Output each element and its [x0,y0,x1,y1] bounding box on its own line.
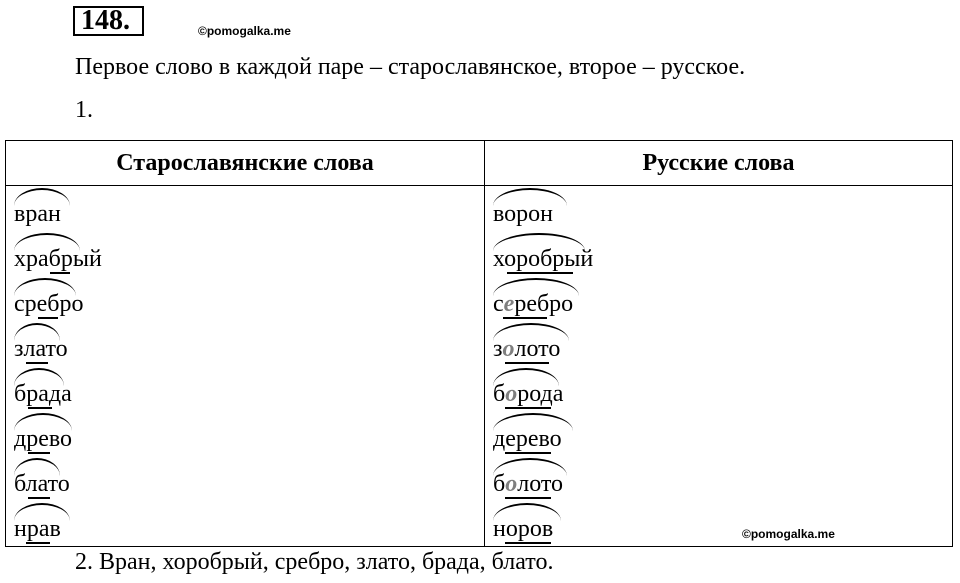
root-arc-mark [14,323,60,341]
combination-underline [505,362,549,364]
old-word-5 [6,366,484,411]
table-header-row [6,141,953,186]
combination-underline [28,497,50,499]
header-old-slavonic: Старославянские слова [6,141,485,186]
old-word-2-text: храбрый [14,246,102,272]
old-word-8 [6,501,484,546]
combination-underline [28,407,52,409]
ru-word-8-text: норов [493,516,554,542]
watermark-bottom: ©pomogalka.me [742,527,835,541]
root-arc-mark [14,458,60,476]
combination-underline [38,317,58,319]
old-word-2 [6,231,484,276]
ru-word-3 [485,276,952,321]
full-vowel-o: о [505,381,518,407]
root-arc-mark [14,368,64,386]
combination-underline [26,362,48,364]
full-vowel-o: о [505,471,518,497]
root-arc-mark [493,278,579,296]
full-vowel-o: о [502,336,515,362]
old-word-3-text: сребро [14,291,84,317]
old-word-4 [6,321,484,366]
combination-underline [505,542,551,544]
ru-word-8 [485,501,952,546]
root-arc-mark [493,413,573,431]
ru-word-6-text: дерево [493,426,562,452]
old-word-6-text: древо [14,426,73,452]
root-arc-mark [493,368,559,386]
old-word-1 [6,186,484,231]
combination-underline [503,317,547,319]
full-vowel-e: е [503,291,515,317]
root-arc-mark [493,233,585,251]
header-russian: Русские слова [485,141,953,186]
item-2-answer: 2. Вран, хоробрый, сребро, злато, брада, блато. [75,549,554,575]
russian-column [485,186,953,547]
old-word-3 [6,276,484,321]
combination-underline [50,272,70,274]
root-arc-mark [14,503,70,521]
ru-word-2-text: хоробрый [493,246,594,272]
root-arc-mark [493,323,569,341]
root-arc-mark [493,503,561,521]
root-arc-mark [493,458,567,476]
ru-word-1-text: ворон [493,201,554,227]
combination-underline [505,452,551,454]
old-word-1-text: вран [14,201,61,227]
ru-word-6 [485,411,952,456]
old-word-7 [6,456,484,501]
ru-word-1 [485,186,952,231]
ru-word-4 [485,321,952,366]
table-row [6,186,953,547]
ru-word-7-text: болото [493,471,564,497]
old-word-8-text: нрав [14,516,61,542]
ru-word-2 [485,231,952,276]
ru-word-5 [485,366,952,411]
root-arc-mark [14,233,80,251]
words-table [5,140,953,547]
old-word-6 [6,411,484,456]
old-word-5-text: брада [14,381,72,407]
ru-word-5-text: борода [493,381,564,407]
item-1-label: 1. [75,97,93,123]
watermark-top: ©pomogalka.me [198,24,291,38]
combination-underline [28,452,50,454]
combination-underline [26,542,50,544]
task-number: 148. [73,6,144,36]
root-arc-mark [14,278,76,296]
task-intro: Первое слово в каждой паре – старославянское, второе – русское. [75,54,746,80]
old-slavonic-column [6,186,485,547]
old-word-7-text: блато [14,471,70,497]
ru-word-4-text: золото [493,336,561,362]
ru-word-7 [485,456,952,501]
root-arc-mark [493,188,567,206]
combination-underline [505,497,551,499]
root-arc-mark [14,413,72,431]
ru-word-3-text: серебро [493,291,574,317]
root-arc-mark [14,188,70,206]
combination-underline [507,272,573,274]
old-word-4-text: злато [14,336,68,362]
combination-underline [505,407,551,409]
